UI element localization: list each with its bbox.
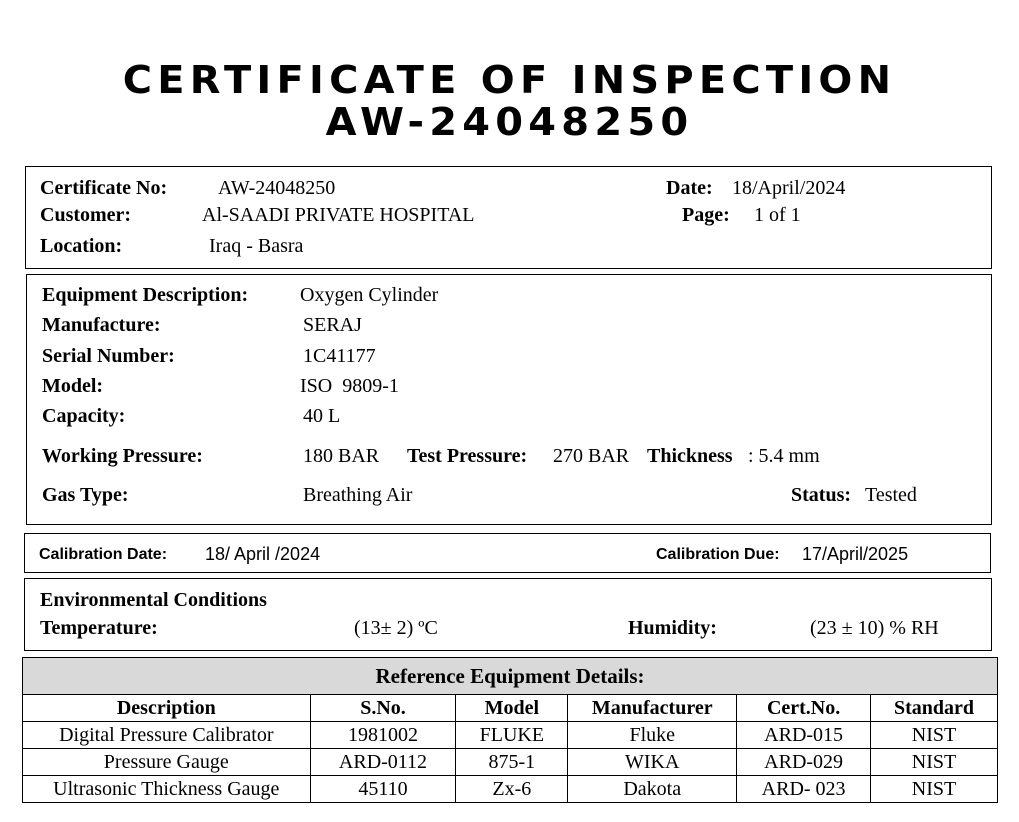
table-row bbox=[23, 776, 998, 803]
table-cell: NIST bbox=[871, 776, 998, 803]
table-cell: NIST bbox=[871, 749, 998, 776]
page-value: 1 of 1 bbox=[754, 204, 801, 226]
table-cell: Pressure Gauge bbox=[23, 749, 311, 776]
thickness-value: : 5.4 mm bbox=[748, 445, 820, 467]
working-pressure-label: Working Pressure: bbox=[42, 445, 203, 467]
table-row bbox=[23, 749, 998, 776]
status-label: Status: bbox=[791, 484, 852, 506]
cert-no-label: Certificate No: bbox=[40, 177, 168, 199]
table-cell: NIST bbox=[871, 722, 998, 749]
table-cell: Dakota bbox=[568, 776, 737, 803]
serial-value: 1C41177 bbox=[303, 345, 376, 367]
thickness-label: Thickness bbox=[647, 445, 733, 467]
column-header: Cert.No. bbox=[737, 695, 871, 722]
page-label: Page: bbox=[682, 204, 730, 226]
table-cell: FLUKE bbox=[456, 722, 568, 749]
manufacture-label: Manufacture: bbox=[42, 314, 161, 336]
certificate-code-title: AW-24048250 bbox=[325, 100, 694, 144]
column-header: Model bbox=[456, 695, 568, 722]
certificate-title: CERTIFICATE OF INSPECTION bbox=[122, 58, 897, 102]
environment-heading: Environmental Conditions bbox=[40, 589, 267, 611]
test-pressure-label: Test Pressure: bbox=[407, 445, 528, 467]
temperature-value: (13± 2) ºC bbox=[354, 617, 438, 639]
column-header: Standard bbox=[871, 695, 998, 722]
manufacture-value: SERAJ bbox=[303, 314, 362, 336]
calibration-due-value: 17/April/2025 bbox=[802, 544, 909, 564]
status-value: Tested bbox=[865, 484, 917, 506]
calibration-due-label: Calibration Due: bbox=[656, 546, 780, 563]
gas-type-value: Breathing Air bbox=[303, 484, 413, 506]
calibration-date-value: 18/ April /2024 bbox=[205, 544, 321, 564]
table-cell: ARD-015 bbox=[737, 722, 871, 749]
temperature-label: Temperature: bbox=[40, 617, 158, 639]
table-cell: Digital Pressure Calibrator bbox=[23, 722, 311, 749]
table-cell: 875-1 bbox=[456, 749, 568, 776]
equipment-description-value: Oxygen Cylinder bbox=[300, 284, 439, 306]
working-pressure-value: 180 BAR bbox=[303, 445, 380, 467]
table-cell: 45110 bbox=[310, 776, 456, 803]
test-pressure-value: 270 BAR bbox=[553, 445, 630, 467]
column-header: Manufacturer bbox=[568, 695, 737, 722]
table-cell: 1981002 bbox=[310, 722, 456, 749]
table-cell: Fluke bbox=[568, 722, 737, 749]
customer-label: Customer: bbox=[40, 204, 132, 226]
table-header-row bbox=[23, 695, 998, 722]
serial-label: Serial Number: bbox=[42, 345, 175, 367]
customer-value: Al-SAADI PRIVATE HOSPITAL bbox=[202, 204, 475, 226]
info-box bbox=[25, 166, 992, 269]
table-cell: WIKA bbox=[568, 749, 737, 776]
table-cell: Ultrasonic Thickness Gauge bbox=[23, 776, 311, 803]
cert-no-value: AW-24048250 bbox=[218, 177, 336, 199]
date-label: Date: bbox=[666, 177, 713, 199]
location-value: Iraq - Basra bbox=[209, 235, 304, 257]
model-label: Model: bbox=[42, 375, 104, 397]
column-header: S.No. bbox=[310, 695, 456, 722]
model-value: ISO 9809-1 bbox=[300, 375, 399, 397]
table-cell: ARD-029 bbox=[737, 749, 871, 776]
capacity-value: 40 L bbox=[303, 405, 341, 427]
equipment-description-label: Equipment Description: bbox=[42, 284, 249, 306]
table-row bbox=[23, 722, 998, 749]
table-cell: ARD-0112 bbox=[310, 749, 456, 776]
gas-type-label: Gas Type: bbox=[42, 484, 129, 506]
date-value: 18/April/2024 bbox=[732, 177, 846, 199]
column-header: Description bbox=[23, 695, 311, 722]
reference-equipment-table bbox=[22, 657, 998, 803]
table-cell: Zx-6 bbox=[456, 776, 568, 803]
capacity-label: Capacity: bbox=[42, 405, 126, 427]
table-cell: ARD- 023 bbox=[737, 776, 871, 803]
humidity-value: (23 ± 10) % RH bbox=[810, 617, 939, 639]
location-label: Location: bbox=[40, 235, 123, 257]
humidity-label: Humidity: bbox=[628, 617, 717, 639]
reference-caption: Reference Equipment Details: bbox=[23, 658, 998, 695]
calibration-date-label: Calibration Date: bbox=[39, 546, 168, 563]
